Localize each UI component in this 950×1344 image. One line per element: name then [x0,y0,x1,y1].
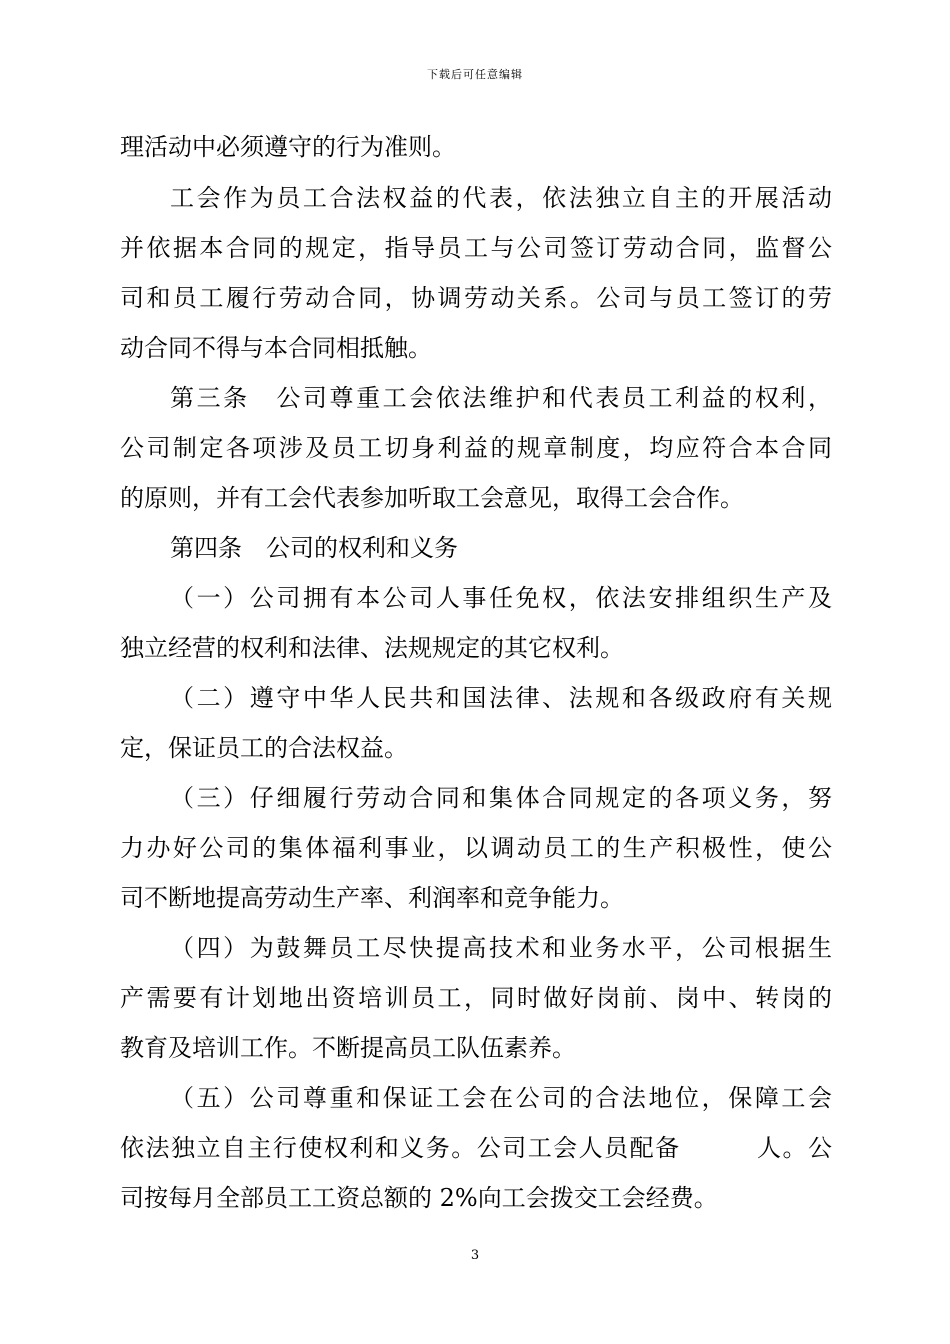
text-line: 工会作为员工合法权益的代表，依法独立自主的开展活动 [170,184,832,212]
text-line: （二）遵守中华人民共和国法律、法规和各级政府有关规 [170,684,832,712]
text-line: （四）为鼓舞员工尽快提高技术和业务水平，公司根据生 [170,934,832,962]
text-line: 第三条 公司尊重工会依法维护和代表员工利益的权利， [170,384,832,412]
text-line: 司和员工履行劳动合同，协调劳动关系。公司与员工签订的劳 [120,284,832,312]
text-line: 力办好公司的集体福利事业，以调动员工的生产积极性，使公 [120,834,832,862]
text-line: 教育及培训工作。不断提高员工队伍素养。 [120,1034,576,1062]
text-line: 公司制定各项涉及员工切身利益的规章制度，均应符合本合同 [120,434,832,462]
text-line: 司不断地提高劳动生产率、利润率和竞争能力。 [120,884,624,912]
text-line: 的原则，并有工会代表参加听取工会意见，取得工会合作。 [120,484,744,512]
page-number: 3 [470,1248,480,1263]
text-line: 理活动中必须遵守的行为准则。 [120,133,456,161]
text-line: （一）公司拥有本公司人事任免权，依法安排组织生产及 [170,584,832,612]
text-line: 第四条 公司的权利和义务 [170,534,458,562]
text-line: 独立经营的权利和法律、法规规定的其它权利。 [120,634,624,662]
text-line: 司按每月全部员工工资总额的 2%向工会拨交工会经费。 [120,1184,718,1212]
text-line: （三）仔细履行劳动合同和集体合同规定的各项义务，努 [170,784,832,812]
text-line: 并依据本合同的规定，指导员工与公司签订劳动合同，监督公 [120,234,832,262]
page-header: 下载后可任意编辑 [427,68,523,81]
text-line: （五）公司尊重和保证工会在公司的合法地位，保障工会 [170,1084,832,1112]
text-line: 动合同不得与本合同相抵触。 [120,334,432,362]
text-line: 依法独立自主行使权利和义务。公司工会人员配备 人。公 [120,1134,832,1162]
text-line: 定，保证员工的合法权益。 [120,734,408,762]
text-line: 产需要有计划地出资培训员工，同时做好岗前、岗中、转岗的 [120,984,832,1012]
